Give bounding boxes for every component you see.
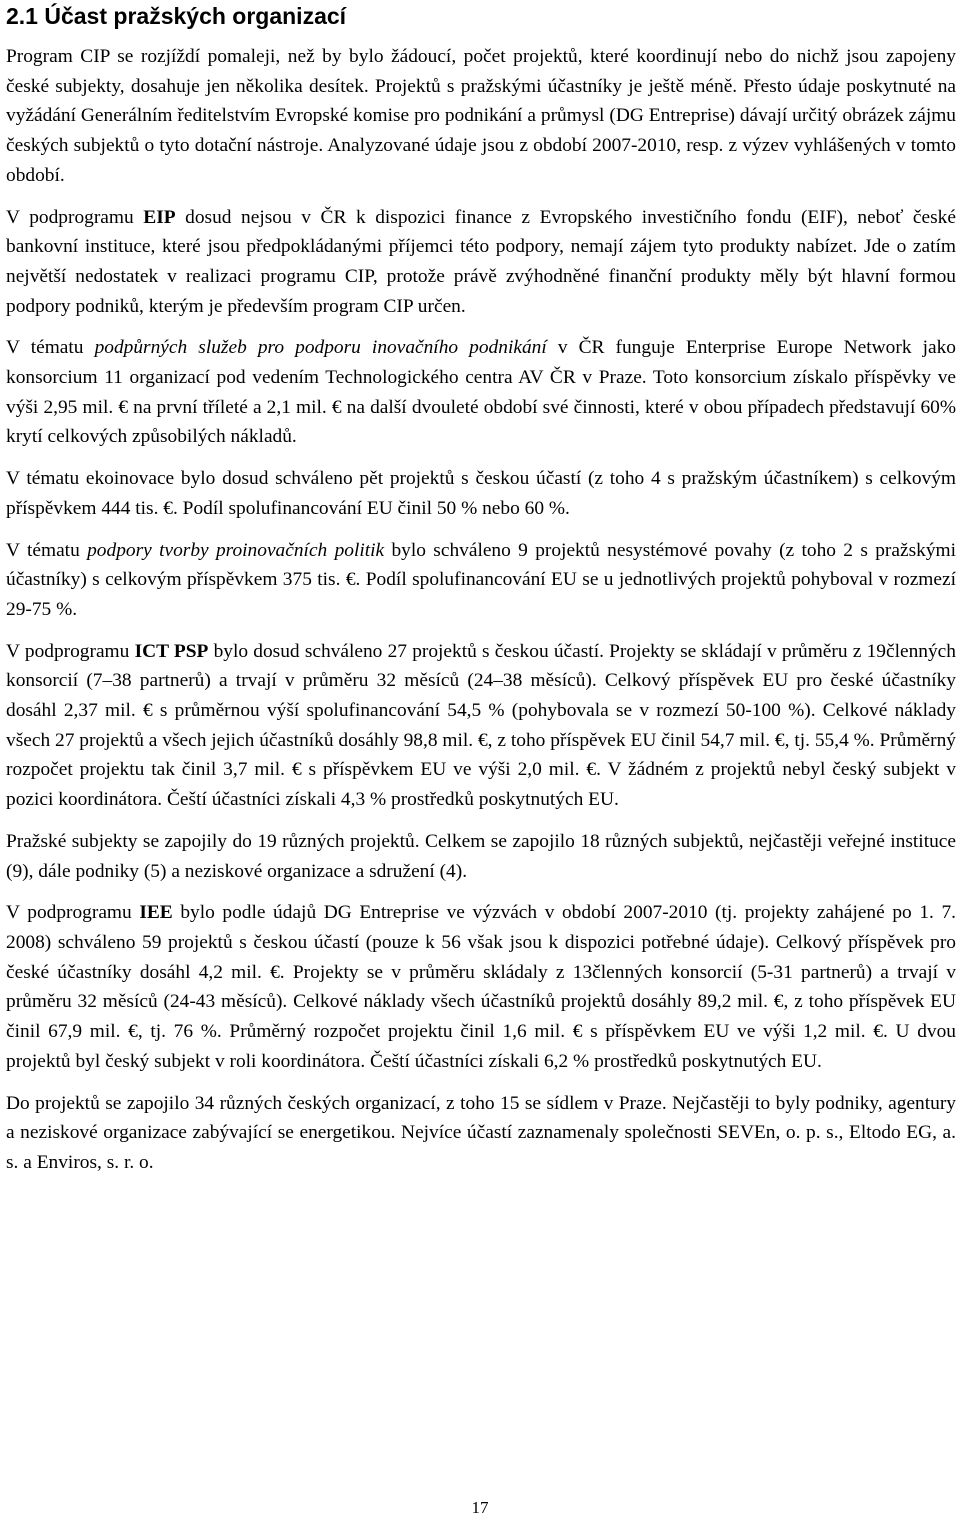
paragraph-text: Pražské subjekty se zapojily do 19 různých projektů. Celkem se zapojilo 18 různých subjektů, nejčastěji veřejné instituce (9), dále podniky (5) a neziskové organizace a sdružení (4). bbox=[6, 830, 956, 882]
paragraph-text: V tématu bbox=[6, 337, 95, 359]
bold-term: IEE bbox=[139, 902, 173, 924]
paragraph-iee bbox=[6, 898, 956, 1076]
paragraph-ict-psp bbox=[6, 637, 956, 815]
italic-term: podpůrných služeb pro podporu inovačního podnikání bbox=[94, 337, 547, 359]
paragraph-eco-innovation bbox=[6, 464, 956, 523]
paragraph-support-services bbox=[6, 333, 956, 452]
paragraph-iee-organizations bbox=[6, 1089, 956, 1178]
paragraph-innovation-policies bbox=[6, 536, 956, 625]
paragraph-text: Do projektů se zapojilo 34 různých českých organizací, z toho 15 se sídlem v Praze. Nejčastěji to byly podniky, agentury a neziskové organizace zabývající se energetikou. Nejvíce účastí zaznamenaly společnosti SEVEn, o. p. s., Eltodo EG, a. s. a Enviros, s. r. o. bbox=[6, 1092, 956, 1173]
bold-term: ICT PSP bbox=[134, 640, 209, 662]
bold-term: EIP bbox=[143, 206, 176, 228]
paragraph-text: bylo dosud schváleno 27 projektů s českou účastí. Projekty se skládají v průměru z 19členných konsorcií (7–38 partnerů) a trvají v průměru 32 měsíců (24–38 měsíců). Celkový příspěvek EU pro české účastníky dosáhl 2,37 mil. € s průměrnou výší spolufinancování 54,5 % (pohybovala se v rozmezí 50-100 %). Celkové náklady všech 27 projektů a všech jejich účastníků dosáhly 98,8 mil. €, z toho příspěvek EU činil 54,7 mil. €, tj. 55,4 %. Průměrný rozpočet projektu tak činil 3,7 mil. € s příspěvkem EU ve výši 2,0 mil. €. V žádném z projektů nebyl český subjekt v pozici koordinátora. Čeští účastníci získali 4,3 % prostředků poskytnutých EU. bbox=[6, 640, 956, 811]
page-number: 17 bbox=[471, 1498, 489, 1517]
paragraph-text: V podprogramu bbox=[6, 640, 135, 662]
paragraph-text: bylo podle údajů DG Entreprise ve výzvách v období 2007-2010 (tj. projekty zahájené po 1. 7. 2008) schváleno 59 projektů s českou účastí (pouze k 56 však jsou k dispozici potřebné údaje). Celkový příspěvek pro české účastníky dosáhl 4,2 mil. €. Projekty se v průměru skládaly z 13členných konsorcií (5-31 partnerů) a trvají v průměru 32 měsíců (24-43 měsíců). Celkové náklady všech účastníků projektů dosáhly 89,2 mil. €, z toho příspěvek EU činil 67,9 mil. €, tj. 76 %. Průměrný rozpočet projektu činil 1,6 mil. € s příspěvkem EU ve výši 1,2 mil. €. U dvou projektů byl český subjekt v roli koordinátora. Čeští účastníci získali 6,2 % prostředků poskytnutých EU. bbox=[6, 902, 956, 1072]
paragraph-text: V podprogramu bbox=[6, 206, 144, 228]
paragraph-text: V tématu bbox=[6, 539, 88, 561]
paragraph-text: V tématu ekoinovace bylo dosud schváleno pět projektů s českou účastí (z toho 4 s pražským účastníkem) s celkovým příspěvkem 444 tis. €. Podíl spolufinancování EU činil 50 % nebo 60 %. bbox=[6, 468, 956, 519]
paragraph-text: Program CIP se rozjíždí pomaleji, než by bylo žádoucí, počet projektů, které koordinují nebo do nichž jsou zapojeny české subjekty, dosahuje jen několika desítek. Projektů s pražskými účastníky je ještě méně. Přesto údaje poskytnuté na vyžádání Generálním ředitelstvím Evropské komise pro podnikání a průmysl (DG Entreprise) dávají určitý obrázek zájmu českých subjektů o tyto dotační nástroje. Analyzované údaje jsou z období 2007-2010, resp. z výzev vyhlášených v tomto období. bbox=[6, 46, 956, 186]
document-page bbox=[6, 0, 956, 1190]
italic-term: podpory tvorby proinovačních politik bbox=[87, 539, 385, 561]
paragraph-prague-subjects bbox=[6, 827, 956, 886]
paragraph-text: V podprogramu bbox=[6, 902, 140, 924]
paragraph-eip bbox=[6, 203, 956, 322]
paragraph-intro bbox=[6, 42, 956, 191]
paragraph-text: bylo schváleno 9 projektů nesystémové povahy (z toho 2 s pražskými účastníky) s celkovým příspěvkem 375 tis. €. Podíl spolufinancování EU se u jednotlivých projektů pohyboval v rozmezí 29-75 %. bbox=[6, 539, 956, 620]
section-heading: 2.1 Účast pražských organizací bbox=[6, 3, 347, 29]
paragraph-list bbox=[6, 42, 956, 1178]
paragraph-text: dosud nejsou v ČR k dispozici finance z Evropského investičního fondu (EIF), neboť české bankovní instituce, které jsou předpokládanými příjemci této podpory, nemají zájem tyto produkty nabízet. Jde o zatím největší nedostatek v realizaci programu CIP, protože právě zvýhodněné finanční produkty měly být hlavní formou podpory podniků, kterým je především program CIP určen. bbox=[6, 206, 956, 317]
paragraph-text: v ČR funguje Enterprise Europe Network jako konsorcium 11 organizací pod vedením Technologického centra AV ČR v Praze. Toto konsorcium získalo příspěvky ve výši 2,95 mil. € na první tříleté a 2,1 mil. € na další dvouleté období své činnosti, které v obou případech představují 60% krytí celkových způsobilých nákladů. bbox=[6, 337, 956, 448]
